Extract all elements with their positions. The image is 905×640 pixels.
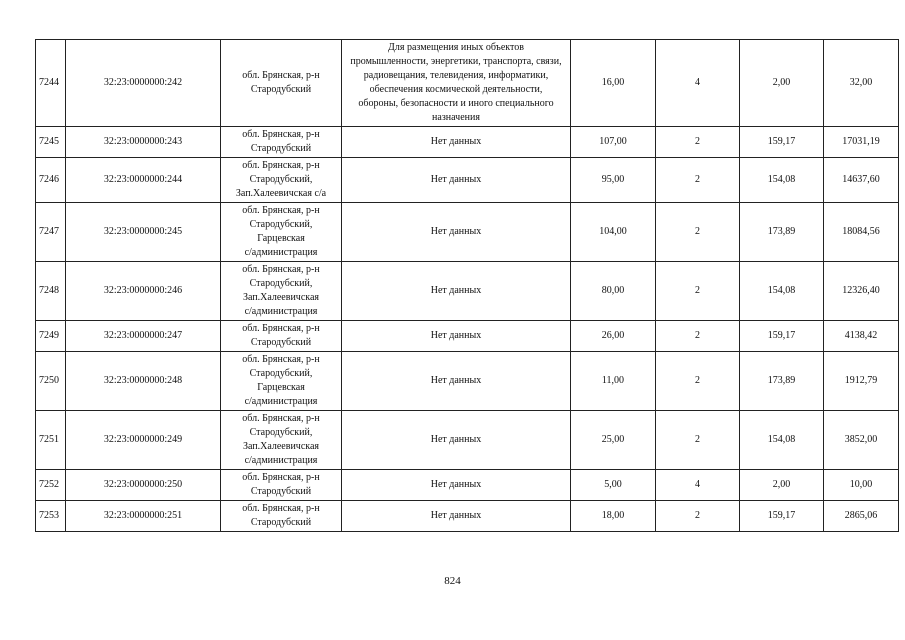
address-line: Стародубский,: [249, 278, 313, 289]
usage-cell: [342, 127, 571, 158]
table-row: [36, 501, 899, 532]
address-line: обл. Брянская, р-н: [242, 205, 320, 216]
category-cell: 2: [656, 203, 740, 262]
usage-cell: [342, 501, 571, 532]
usage-cell: [342, 262, 571, 321]
record-number-cell: 7251: [36, 411, 66, 470]
record-number-cell: 7249: [36, 321, 66, 352]
usage-cell: [342, 158, 571, 203]
usage-line: Нет данных: [430, 330, 482, 341]
address-line: с/администрация: [244, 306, 318, 317]
usage-cell: [342, 321, 571, 352]
area-cell: 107,00: [571, 127, 656, 158]
address-cell: [221, 127, 342, 158]
cadastral-number-cell: 32:23:0000000:251: [66, 501, 221, 532]
rate-cell: 2,00: [740, 40, 824, 127]
value-cell: 18084,56: [824, 203, 899, 262]
value-cell: 10,00: [824, 470, 899, 501]
value-cell: 17031,19: [824, 127, 899, 158]
cadastral-number-cell: 32:23:0000000:247: [66, 321, 221, 352]
table-row: [36, 321, 899, 352]
category-cell: 2: [656, 262, 740, 321]
category-cell: 2: [656, 321, 740, 352]
value-cell: 2865,06: [824, 501, 899, 532]
table-row: [36, 158, 899, 203]
usage-line: Нет данных: [430, 174, 482, 185]
address-line: обл. Брянская, р-н: [242, 354, 320, 365]
address-line: обл. Брянская, р-н: [242, 160, 320, 171]
page-number: 824: [444, 575, 461, 587]
address-cell: [221, 158, 342, 203]
address-line: Стародубский,: [249, 219, 313, 230]
cadastral-number-cell: 32:23:0000000:246: [66, 262, 221, 321]
cadastral-number-cell: 32:23:0000000:242: [66, 40, 221, 127]
address-line: Зап.Халеевичская: [242, 441, 320, 452]
record-number-cell: 7244: [36, 40, 66, 127]
cadastral-number-cell: 32:23:0000000:243: [66, 127, 221, 158]
record-number-cell: 7250: [36, 352, 66, 411]
address-line: Стародубский: [250, 84, 312, 95]
cadastral-number-cell: 32:23:0000000:249: [66, 411, 221, 470]
value-cell: 1912,79: [824, 352, 899, 411]
rate-cell: 2,00: [740, 470, 824, 501]
address-cell: [221, 470, 342, 501]
usage-cell: [342, 40, 571, 127]
usage-cell: [342, 470, 571, 501]
address-line: обл. Брянская, р-н: [242, 472, 320, 483]
usage-line: Нет данных: [430, 136, 482, 147]
area-cell: 26,00: [571, 321, 656, 352]
record-number-cell: 7246: [36, 158, 66, 203]
usage-line: Нет данных: [430, 479, 482, 490]
table-row: [36, 411, 899, 470]
rate-cell: 159,17: [740, 501, 824, 532]
area-cell: 5,00: [571, 470, 656, 501]
table-row: [36, 40, 899, 127]
value-cell: 14637,60: [824, 158, 899, 203]
address-line: Стародубский,: [249, 174, 313, 185]
address-cell: [221, 203, 342, 262]
usage-line: радиовещания, телевидения, информатики,: [363, 70, 549, 81]
table-row: [36, 127, 899, 158]
table-row: [36, 352, 899, 411]
usage-cell: [342, 411, 571, 470]
address-line: Гарцевская: [257, 233, 305, 244]
category-cell: 2: [656, 352, 740, 411]
cadastral-number-cell: 32:23:0000000:250: [66, 470, 221, 501]
land-register-table: [35, 39, 899, 532]
address-cell: [221, 321, 342, 352]
address-line: Стародубский: [250, 143, 312, 154]
area-cell: 104,00: [571, 203, 656, 262]
address-line: обл. Брянская, р-н: [242, 70, 320, 81]
area-cell: 95,00: [571, 158, 656, 203]
value-cell: 12326,40: [824, 262, 899, 321]
rate-cell: 159,17: [740, 127, 824, 158]
usage-cell: [342, 203, 571, 262]
address-line: Стародубский: [250, 486, 312, 497]
address-cell: [221, 40, 342, 127]
address-line: Зап.Халеевичская с/а: [235, 188, 327, 199]
address-line: Гарцевская: [257, 382, 305, 393]
record-number-cell: 7253: [36, 501, 66, 532]
address-line: обл. Брянская, р-н: [242, 323, 320, 334]
cadastral-number-cell: 32:23:0000000:245: [66, 203, 221, 262]
address-line: Стародубский,: [249, 427, 313, 438]
rate-cell: 159,17: [740, 321, 824, 352]
address-line: с/администрация: [244, 247, 318, 258]
record-number-cell: 7245: [36, 127, 66, 158]
record-number-cell: 7247: [36, 203, 66, 262]
area-cell: 11,00: [571, 352, 656, 411]
rate-cell: 154,08: [740, 262, 824, 321]
address-line: Стародубский,: [249, 368, 313, 379]
cadastral-number-cell: 32:23:0000000:248: [66, 352, 221, 411]
record-number-cell: 7248: [36, 262, 66, 321]
usage-line: Нет данных: [430, 510, 482, 521]
usage-line: обороны, безопасности и иного специального: [358, 98, 554, 109]
usage-line: Для размещения иных объектов: [388, 42, 524, 53]
area-cell: 80,00: [571, 262, 656, 321]
category-cell: 2: [656, 501, 740, 532]
address-line: Стародубский: [250, 337, 312, 348]
address-line: обл. Брянская, р-н: [242, 413, 320, 424]
value-cell: 4138,42: [824, 321, 899, 352]
rate-cell: 173,89: [740, 352, 824, 411]
category-cell: 2: [656, 158, 740, 203]
usage-line: Нет данных: [430, 285, 482, 296]
record-number-cell: 7252: [36, 470, 66, 501]
usage-line: Нет данных: [430, 375, 482, 386]
usage-cell: [342, 352, 571, 411]
address-cell: [221, 352, 342, 411]
usage-line: Нет данных: [430, 226, 482, 237]
address-cell: [221, 411, 342, 470]
area-cell: 18,00: [571, 501, 656, 532]
address-cell: [221, 262, 342, 321]
category-cell: 4: [656, 470, 740, 501]
address-line: с/администрация: [244, 396, 318, 407]
address-line: Зап.Халеевичская: [242, 292, 320, 303]
cadastral-number-cell: 32:23:0000000:244: [66, 158, 221, 203]
rate-cell: 173,89: [740, 203, 824, 262]
address-line: Стародубский: [250, 517, 312, 528]
rate-cell: 154,08: [740, 158, 824, 203]
address-line: обл. Брянская, р-н: [242, 503, 320, 514]
table-row: [36, 470, 899, 501]
category-cell: 2: [656, 411, 740, 470]
address-cell: [221, 501, 342, 532]
table-row: [36, 203, 899, 262]
usage-line: назначения: [432, 112, 480, 123]
table-body: [36, 40, 899, 532]
category-cell: 4: [656, 40, 740, 127]
table-row: [36, 262, 899, 321]
category-cell: 2: [656, 127, 740, 158]
area-cell: 25,00: [571, 411, 656, 470]
usage-line: обеспечения космической деятельности,: [369, 84, 543, 95]
area-cell: 16,00: [571, 40, 656, 127]
address-line: обл. Брянская, р-н: [242, 264, 320, 275]
address-line: обл. Брянская, р-н: [242, 129, 320, 140]
usage-line: промышленности, энергетики, транспорта, связи,: [350, 56, 562, 67]
rate-cell: 154,08: [740, 411, 824, 470]
address-line: с/администрация: [244, 455, 318, 466]
value-cell: 32,00: [824, 40, 899, 127]
value-cell: 3852,00: [824, 411, 899, 470]
usage-line: Нет данных: [430, 434, 482, 445]
